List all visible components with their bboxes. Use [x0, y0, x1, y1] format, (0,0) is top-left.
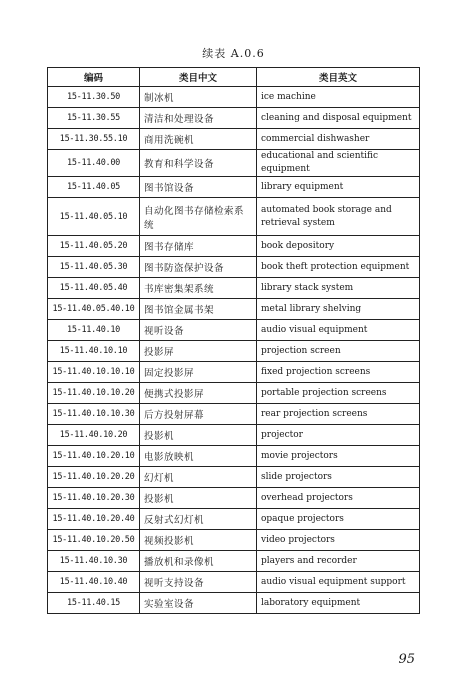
- code-cell: 15-11.40.10.30: [48, 551, 140, 572]
- table-row: [48, 177, 420, 198]
- english-name-cell: audio visual equipment: [257, 320, 420, 341]
- english-name-cell: fixed projection screens: [257, 362, 420, 383]
- chinese-name-cell: 实验室设备: [140, 593, 257, 614]
- table-row: [48, 488, 420, 509]
- chinese-name-cell: 图书存储库: [140, 236, 257, 257]
- english-name-cell: audio visual equipment support: [257, 572, 420, 593]
- table-row: [48, 509, 420, 530]
- chinese-name-cell: 投影机: [140, 425, 257, 446]
- code-cell: 15-11.40.05.40.10: [48, 299, 140, 320]
- table-row: [48, 362, 420, 383]
- chinese-name-cell: 商用洗碗机: [140, 129, 257, 150]
- english-name-cell: ice machine: [257, 87, 420, 108]
- chinese-name-cell: 图书馆设备: [140, 177, 257, 198]
- chinese-name-cell: 清洁和处理设备: [140, 108, 257, 129]
- table-row: [48, 467, 420, 488]
- table-row: [48, 278, 420, 299]
- code-cell: 15-11.40.10.20.30: [48, 488, 140, 509]
- english-name-cell: commercial dishwasher: [257, 129, 420, 150]
- table-row: [48, 446, 420, 467]
- code-cell: 15-11.40.00: [48, 150, 140, 177]
- table-row: [48, 572, 420, 593]
- table-row: [48, 404, 420, 425]
- english-name-cell: projection screen: [257, 341, 420, 362]
- chinese-name-cell: 自动化图书存储检索系统: [140, 198, 257, 236]
- code-cell: 15-11.40.05.10: [48, 198, 140, 236]
- code-cell: 15-11.30.55.10: [48, 129, 140, 150]
- english-name-cell: library stack system: [257, 278, 420, 299]
- code-cell: 15-11.40.10.40: [48, 572, 140, 593]
- code-cell: 15-11.40.05.30: [48, 257, 140, 278]
- chinese-name-cell: 视听支持设备: [140, 572, 257, 593]
- table-title: 续表 A.0.6: [202, 47, 265, 60]
- chinese-name-cell: 书库密集架系统: [140, 278, 257, 299]
- table-row: [48, 341, 420, 362]
- chinese-name-cell: 图书防盗保护设备: [140, 257, 257, 278]
- chinese-name-cell: 固定投影屏: [140, 362, 257, 383]
- english-name-cell: players and recorder: [257, 551, 420, 572]
- chinese-name-cell: 播放机和录像机: [140, 551, 257, 572]
- code-cell: 15-11.40.10.20.40: [48, 509, 140, 530]
- code-cell: 15-11.30.50: [48, 87, 140, 108]
- english-name-cell: library equipment: [257, 177, 420, 198]
- table-row: [48, 551, 420, 572]
- english-name-cell: cleaning and disposal equipment: [257, 108, 420, 129]
- english-name-cell: rear projection screens: [257, 404, 420, 425]
- code-cell: 15-11.40.10.10.30: [48, 404, 140, 425]
- table-row: [48, 320, 420, 341]
- code-cell: 15-11.40.15: [48, 593, 140, 614]
- table-row: [48, 87, 420, 108]
- code-cell: 15-11.40.10.10.10: [48, 362, 140, 383]
- classification-table: [47, 67, 420, 614]
- table-header-row: [48, 68, 420, 87]
- chinese-name-cell: 便携式投影屏: [140, 383, 257, 404]
- table-row: [48, 425, 420, 446]
- code-cell: 15-11.40.10.20.10: [48, 446, 140, 467]
- table-row: [48, 236, 420, 257]
- page-number: 95: [398, 652, 415, 667]
- english-name-cell: movie projectors: [257, 446, 420, 467]
- english-name-cell: overhead projectors: [257, 488, 420, 509]
- table-row: [48, 108, 420, 129]
- english-name-cell: video projectors: [257, 530, 420, 551]
- english-name-cell: opaque projectors: [257, 509, 420, 530]
- english-name-cell: projector: [257, 425, 420, 446]
- table-row: [48, 299, 420, 320]
- chinese-name-cell: 电影放映机: [140, 446, 257, 467]
- english-name-cell: slide projectors: [257, 467, 420, 488]
- code-cell: 15-11.30.55: [48, 108, 140, 129]
- chinese-name-cell: 图书馆金属书架: [140, 299, 257, 320]
- table-row: [48, 198, 420, 236]
- chinese-name-cell: 投影机: [140, 488, 257, 509]
- header-english-name: 类目英文: [257, 68, 420, 87]
- header-chinese-name: 类目中文: [140, 68, 257, 87]
- code-cell: 15-11.40.05: [48, 177, 140, 198]
- english-name-cell: metal library shelving: [257, 299, 420, 320]
- chinese-name-cell: 幻灯机: [140, 467, 257, 488]
- code-cell: 15-11.40.10.10: [48, 341, 140, 362]
- english-name-cell: book theft protection equipment: [257, 257, 420, 278]
- chinese-name-cell: 教育和科学设备: [140, 150, 257, 177]
- code-cell: 15-11.40.10: [48, 320, 140, 341]
- english-name-cell: educational and scientific equipment: [257, 150, 420, 177]
- code-cell: 15-11.40.10.20.50: [48, 530, 140, 551]
- english-name-cell: laboratory equipment: [257, 593, 420, 614]
- code-cell: 15-11.40.10.10.20: [48, 383, 140, 404]
- table-row: [48, 257, 420, 278]
- code-cell: 15-11.40.05.20: [48, 236, 140, 257]
- code-cell: 15-11.40.10.20.20: [48, 467, 140, 488]
- chinese-name-cell: 视听设备: [140, 320, 257, 341]
- table-row: [48, 593, 420, 614]
- english-name-cell: portable projection screens: [257, 383, 420, 404]
- chinese-name-cell: 视频投影机: [140, 530, 257, 551]
- code-cell: 15-11.40.10.20: [48, 425, 140, 446]
- table-row: [48, 150, 420, 177]
- english-name-cell: book depository: [257, 236, 420, 257]
- table-row: [48, 129, 420, 150]
- table-row: [48, 383, 420, 404]
- table-row: [48, 530, 420, 551]
- chinese-name-cell: 制冰机: [140, 87, 257, 108]
- english-name-cell: automated book storage and retrieval system: [257, 198, 420, 236]
- chinese-name-cell: 投影屏: [140, 341, 257, 362]
- header-code: 编码: [48, 68, 140, 87]
- chinese-name-cell: 反射式幻灯机: [140, 509, 257, 530]
- code-cell: 15-11.40.05.40: [48, 278, 140, 299]
- chinese-name-cell: 后方投射屏幕: [140, 404, 257, 425]
